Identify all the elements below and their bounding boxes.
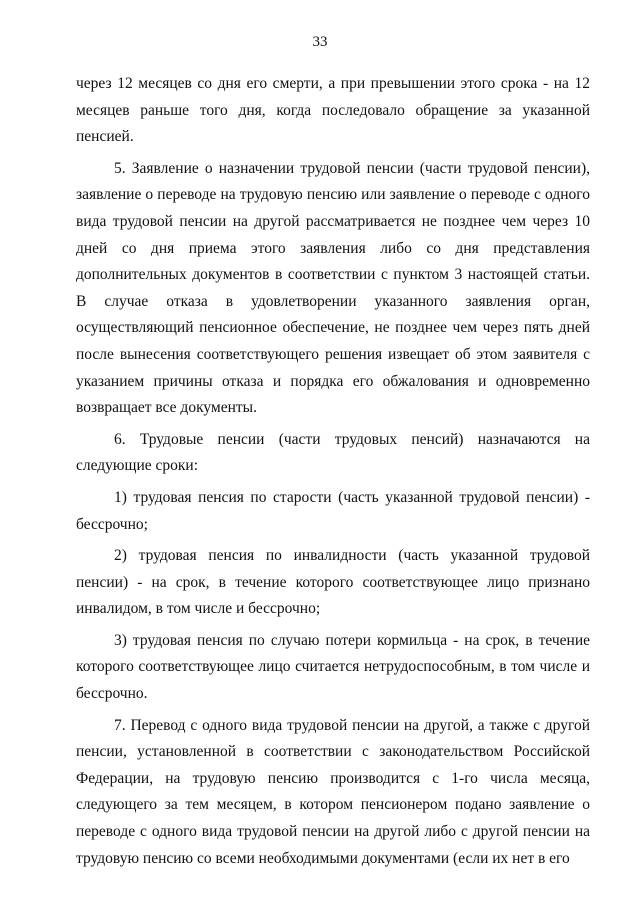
paragraph-continuation: через 12 месяцев со дня его смерти, а при превышении этого срока - на 12 месяцев раньше того дня, когда последовало обращение за указанной пенсией. <box>76 75 590 146</box>
list-item-2: 2) трудовая пенсия по инвалидности (часть указанной трудовой пенсии) - на срок, в течение которого соответствующее лицо признано инвалидом, в том числе и бессрочно; <box>76 547 590 618</box>
paragraph-5: 5. Заявление о назначении трудовой пенсии (части трудовой пенсии), заявление о переводе на трудовую пенсию или заявление о переводе с одного вида трудовой пенсии на другой рассматривается не позднее чем через 10 дней со дня приема этого заявления либо со дня представления дополнительных документов в соответствии с пунктом 3 настоящей статьи. В случае отказа в удовлетворении указанного заявления орган, осуществляющий пенсионное обеспечение, не позднее чем через пять дней после вынесения соответствующего решения извещает об этом заявителя с указанием причины отказа и порядка его обжалования и одновременно возвращает все документы. <box>76 159 590 417</box>
list-item-3: 3) трудовая пенсия по случаю потери кормильца - на срок, в течение которого соответствующее лицо считается нетрудоспособным, в том числе и бессрочно. <box>76 631 590 703</box>
paragraph-7: 7. Перевод с одного вида трудовой пенсии на другой, а также с другой пенсии, установленной в соответствии с законодательством Российской Федерации, на трудовую пенсию производится с 1-го числа месяца, следующего за тем месяцем, в котором пенсионером подано заявление о переводе с одного вида трудовой пенсии на другой либо с другой пенсии на трудовую пенсию со всеми необходимыми документами (если их нет в его <box>76 716 590 867</box>
paragraph-6: 6. Трудовые пенсии (части трудовых пенсий) назначаются на следующие сроки: <box>76 430 590 475</box>
page-number: 33 <box>312 34 328 50</box>
document-body <box>76 71 590 872</box>
list-item-1: 1) трудовая пенсия по старости (часть указанной трудовой пенсии) - бессрочно; <box>76 488 590 533</box>
